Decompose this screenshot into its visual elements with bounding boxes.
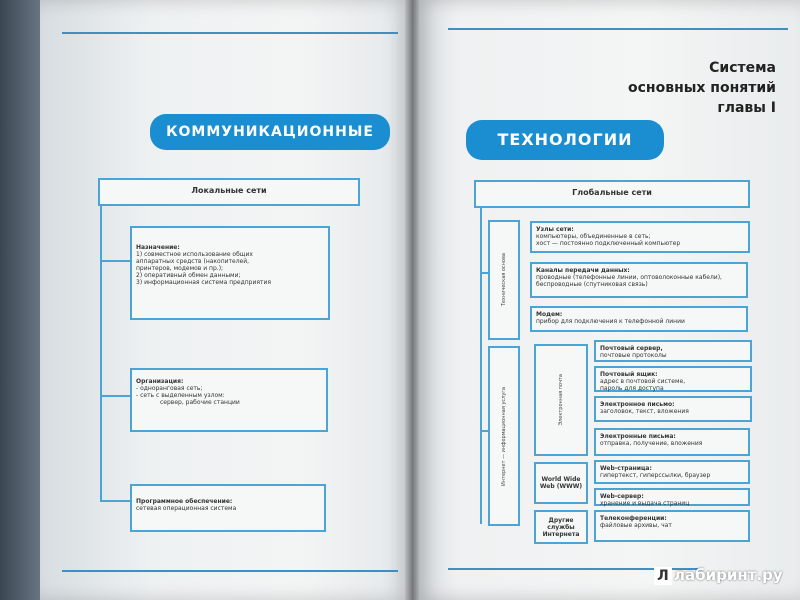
chapter-title-line: Система <box>709 60 776 76</box>
right-branch-tech <box>480 272 488 274</box>
email-box <box>534 344 588 456</box>
box-line: заголовок, текст, вложения <box>600 408 689 415</box>
box-title: Каналы передачи данных: <box>536 267 630 274</box>
purpose-line: 1) совместное использование общих <box>136 251 253 258</box>
box-line: файловые архивы, чат <box>600 522 672 529</box>
organization-line: - одноранговая сеть; <box>136 385 203 392</box>
internet-box <box>488 346 520 526</box>
left-branch-2 <box>100 395 130 397</box>
box-line: компьютеры, объединенные в сеть; <box>536 233 651 240</box>
box-title: Web-страница: <box>600 465 652 472</box>
organization-box <box>130 368 328 432</box>
box-title: Электронные письма: <box>600 433 676 440</box>
right-top-rule <box>448 28 788 30</box>
box-line: гипертекст, гиперссылки, браузер <box>600 472 711 479</box>
box-line: хост — постоянно подключенный компьютер <box>536 240 681 247</box>
left-bottom-rule <box>62 570 398 572</box>
chapter-title-line: основных понятий <box>628 80 776 96</box>
box-line: отправка, получение, вложения <box>600 440 703 447</box>
right-header-box: Глобальные сети <box>474 180 750 208</box>
box-title: Узлы сети: <box>536 226 574 233</box>
purpose-line: принтеров, модемов и пр.); <box>136 265 224 272</box>
right-connector <box>480 208 482 524</box>
tech-basis-box <box>488 220 520 340</box>
modem-box <box>530 306 748 332</box>
software-title: Программное обеспечение: <box>136 498 233 505</box>
box-line: адрес в почтовой системе, <box>600 378 686 385</box>
email-messages-box <box>594 428 750 456</box>
book-gutter <box>405 0 419 600</box>
tech-basis-label: Техническая основа <box>501 253 507 307</box>
left-connector <box>100 206 102 502</box>
software-box <box>130 484 326 532</box>
box-line: прибор для подключения к телефонной линии <box>536 318 685 325</box>
chapter-title-line: главы I <box>717 100 776 116</box>
box-line: хранение и выдача страниц <box>600 500 690 507</box>
purpose-line: 3) информационная система предприятия <box>136 279 272 286</box>
organization-line: сервер, рабочие станции <box>160 399 240 406</box>
box-line: почтовые протоколы <box>600 352 667 359</box>
internet-label: Интернет — информационная услуга <box>501 386 507 486</box>
box-title: Почтовый сервер, <box>600 345 663 352</box>
right-branch-internet <box>480 430 488 432</box>
box-title: Электронное письмо: <box>600 401 675 408</box>
web-server-box <box>594 488 750 506</box>
box-line: беспроводные (спутниковая связь) <box>536 281 648 288</box>
left-header-box: Локальные сети <box>98 178 360 206</box>
left-top-rule <box>62 32 398 34</box>
watermark-logo: Л <box>654 567 672 585</box>
email-message-box <box>594 396 752 422</box>
left-branch-1 <box>100 260 130 262</box>
chapter-title <box>560 58 776 118</box>
left-branch-3 <box>100 500 130 502</box>
left-banner: КОММУНИКАЦИОННЫЕ <box>150 114 390 150</box>
box-title: Телеконференции: <box>600 515 667 522</box>
purpose-line: 2) оперативный обмен данными; <box>136 272 241 279</box>
organization-title: Организация: <box>136 378 184 385</box>
box-title: Модем: <box>536 311 563 318</box>
mailbox-box <box>594 366 752 392</box>
box-line: пароль для доступа <box>600 385 664 392</box>
www-box: World Wide Web (WWW) <box>534 462 588 504</box>
teleconf-box <box>594 510 750 542</box>
right-banner: ТЕХНОЛОГИИ <box>466 120 664 160</box>
web-page-box <box>594 460 750 484</box>
purpose-line: аппаратных средств (накопителей, <box>136 258 250 265</box>
nodes-box <box>530 221 750 253</box>
box-title: Web-сервер: <box>600 493 644 500</box>
watermark <box>654 566 783 585</box>
box-line: проводные (телефонные линии, оптоволоконные кабели), <box>536 274 722 281</box>
other-services-box: Другие службы Интернета <box>534 510 588 544</box>
software-line: сетевая операционная система <box>136 505 237 512</box>
organization-line: - сеть с выделенным узлом: <box>136 392 225 399</box>
box-title: Почтовый ящик: <box>600 371 658 378</box>
watermark-text: лабиринт.ру <box>674 566 783 584</box>
purpose-title: Назначение: <box>136 244 180 251</box>
email-label: Электронная почта <box>558 374 564 426</box>
mail-server-box <box>594 340 752 362</box>
channels-box <box>530 262 748 298</box>
purpose-box <box>130 226 330 320</box>
